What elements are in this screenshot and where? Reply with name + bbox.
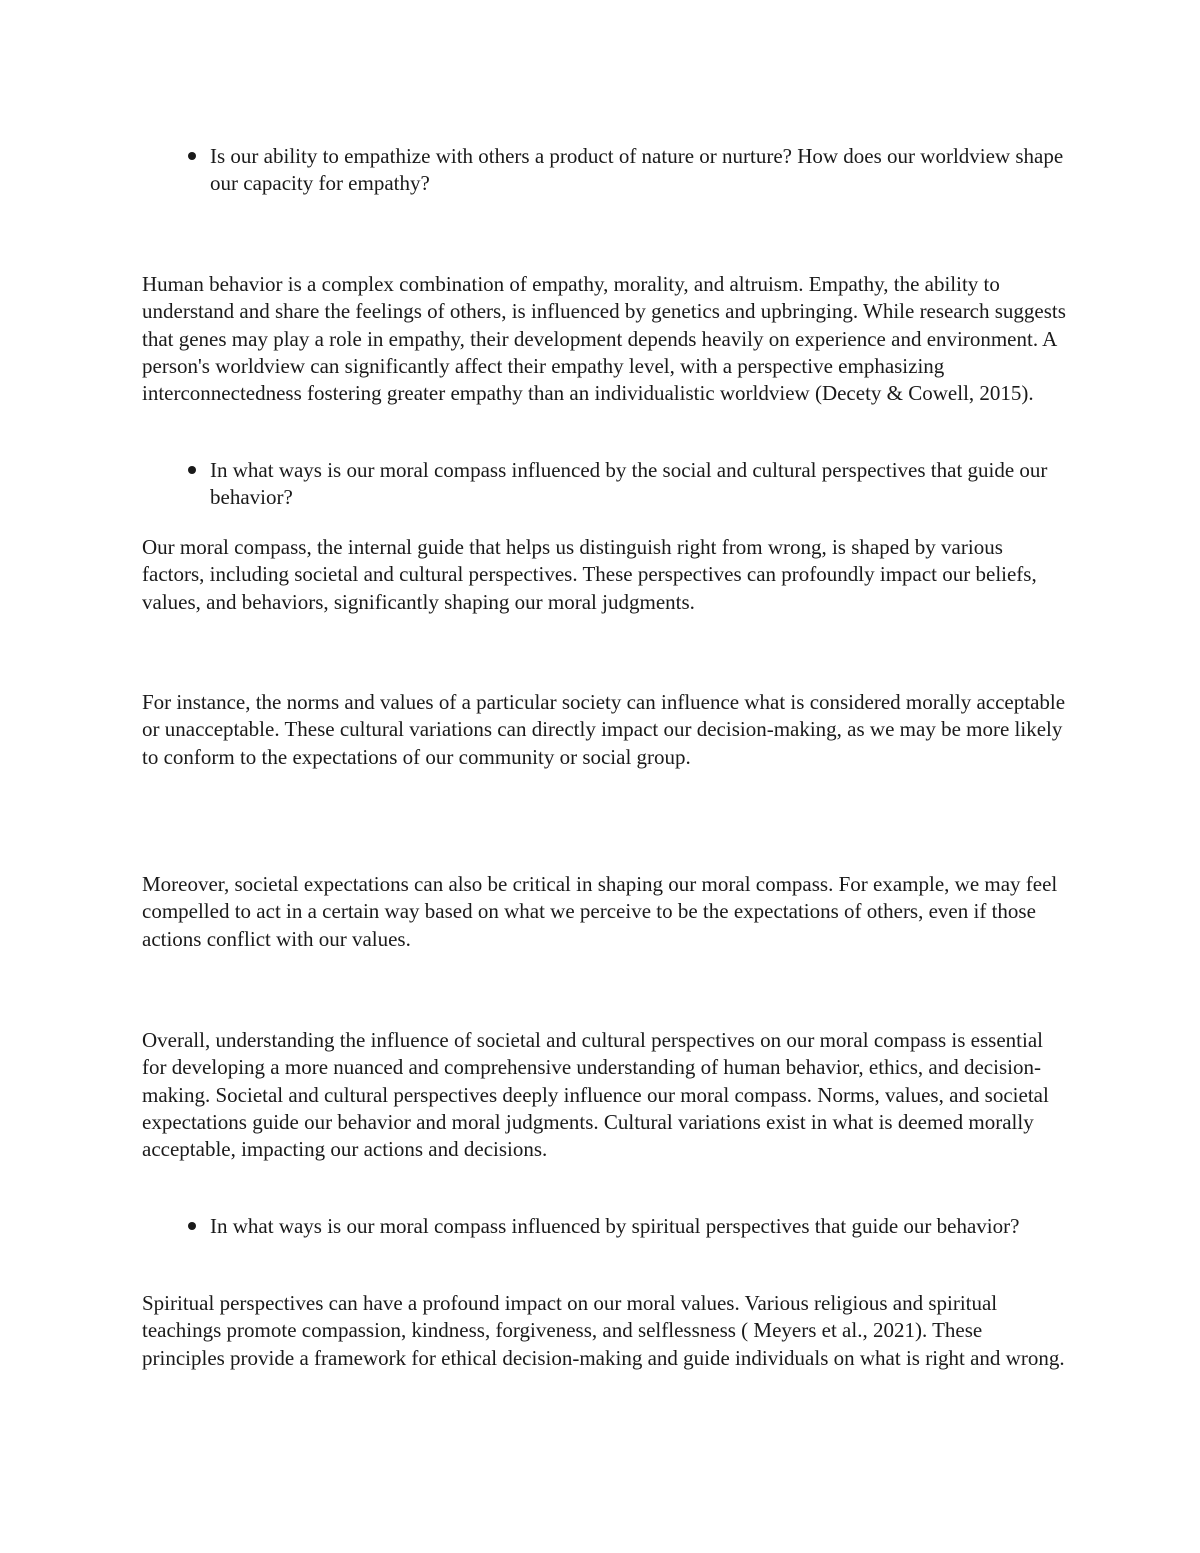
bullet-question-social-cultural <box>188 457 1068 511</box>
paragraph-empathy: Human behavior is a complex combination of empathy, morality, and altruism. Empathy, the ability to understand and share the feelings of others, is influenced by genetics and upbringing. While research suggests that genes may play a role in empathy, their development depends heavily on experience and environment. A person's worldview can significantly affect their empathy level, with a perspective emphasizing interconnectedness fostering greater empathy than an individualistic worldview (Decety & Cowell, 2015). <box>142 272 1066 406</box>
bullet-question-empathy <box>188 143 1068 197</box>
paragraph-spiritual: Spiritual perspectives can have a profound impact on our moral values. Various religious and spiritual teachings promote compassion, kindness, forgiveness, and selflessness ( Meyers et al., 2021). These principles provide a framework for ethical decision-making and guide individuals on what is right and wrong. <box>142 1291 1065 1370</box>
bullet-text: In what ways is our moral compass influenced by spiritual perspectives that guide our behavior? <box>210 1214 1020 1238</box>
bullet-dot-icon <box>188 466 196 474</box>
bullet-text: In what ways is our moral compass influenced by the social and cultural perspectives that guide our behavior? <box>210 458 1048 509</box>
bullet-dot-icon <box>188 152 196 160</box>
paragraph-overall: Overall, understanding the influence of societal and cultural perspectives on our moral compass is essential for developing a more nuanced and comprehensive understanding of human behavior, ethics, and decision-making. Societal and cultural perspectives deeply influence our moral compass. Norms, values, and societal expectations guide our behavior and moral judgments. Cultural variations exist in what is deemed morally acceptable, impacting our actions and decisions. <box>142 1028 1049 1162</box>
bullet-dot-icon <box>188 1222 196 1230</box>
paragraph-norms-values: For instance, the norms and values of a particular society can influence what is considered morally acceptable or unacceptable. These cultural variations can directly impact our decision-making, as we may be more likely to conform to the expectations of our community or social group. <box>142 690 1066 769</box>
paragraph-moral-compass: Our moral compass, the internal guide that helps us distinguish right from wrong, is shaped by various factors, including societal and cultural perspectives. These perspectives can profoundly impact our beliefs, values, and behaviors, significantly shaping our moral judgments. <box>142 535 1037 614</box>
bullet-question-spiritual <box>188 1213 1068 1240</box>
paragraph-societal-expectations: Moreover, societal expectations can also be critical in shaping our moral compass. For example, we may feel compelled to act in a certain way based on what we perceive to be the expectations of others, even if those actions conflict with our values. <box>142 872 1058 951</box>
bullet-text: Is our ability to empathize with others a product of nature or nurture? How does our worldview shape our capacity for empathy? <box>210 144 1064 195</box>
